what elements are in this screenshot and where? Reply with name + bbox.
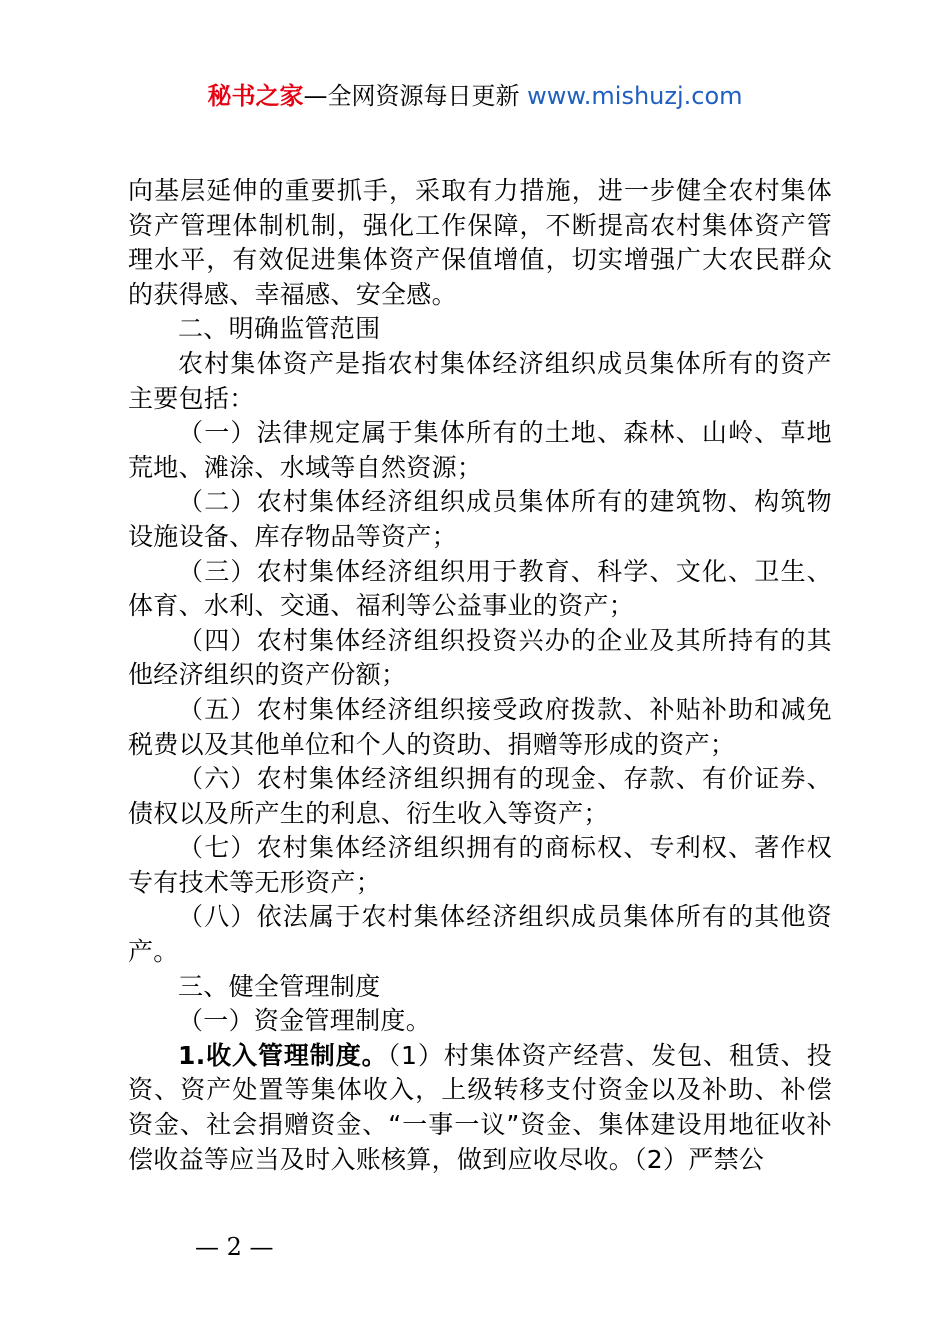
list-item-1: （一）法律规定属于集体所有的土地、森林、山岭、草地荒地、滩涂、水域等自然资源； xyxy=(128,418,832,482)
list-item-5: （五）农村集体经济组织接受政府拨款、补贴补助和减免税费以及其他单位和个人的资助、捐赠等形成的资产； xyxy=(128,694,832,759)
income-management-lead: 1.收入管理制度。 xyxy=(178,1040,388,1070)
section-heading-2: 二、明确监管范围 xyxy=(178,314,381,344)
page-number: — 2 — xyxy=(195,1233,274,1261)
list-item-2: （二）农村集体经济组织成员集体所有的建筑物、构筑物设施设备、库存物品等资产； xyxy=(128,487,832,551)
header-tagline: —全网资源每日更新 xyxy=(303,82,520,110)
section-heading-3: 三、健全管理制度 xyxy=(178,971,381,1001)
list-item-8: （八）依法属于农村集体经济组织成员集体所有的其他资产。 xyxy=(128,902,832,967)
list-item-4: （四）农村集体经济组织投资兴办的企业及其所持有的其他经济组织的资产份额； xyxy=(128,625,832,690)
subsection-heading-1: （一）资金管理制度。 xyxy=(178,1006,432,1036)
paragraph-scope-intro: 农村集体资产是指农村集体经济组织成员集体所有的资产主要包括： xyxy=(128,348,832,413)
income-management-text: （1）村集体资产经营、发包、租赁、投资、资产处置等集体收入，上级转移支付资金以及补助、补偿资金、社会捐赠资金、“一事一议”资金、集体建设用地征收补偿收益等应当及时入账核算，做到应收尽收。（2）严禁公 xyxy=(128,1040,833,1174)
paragraph-income-management xyxy=(128,1039,832,1177)
list-item-3: （三）农村集体经济组织用于教育、科学、文化、卫生、体育、水利、交通、福利等公益事业的资产； xyxy=(128,556,832,621)
brand-name: 秘书之家 xyxy=(207,82,304,110)
list-item-7: （七）农村集体经济组织拥有的商标权、专利权、著作权专有技术等无形资产； xyxy=(128,833,832,897)
site-header xyxy=(0,80,950,112)
document-body xyxy=(128,174,832,1177)
list-item-6: （六）农村集体经济组织拥有的现金、存款、有价证券、债权以及所产生的利息、衍生收入等资产； xyxy=(128,764,832,828)
site-url-link[interactable]: www.mishuzj.com xyxy=(527,82,743,110)
paragraph-continuation: 向基层延伸的重要抓手，采取有力措施，进一步健全农村集体资产管理体制机制，强化工作保障，不断提高农村集体资产管理水平，有效促进集体资产保值增值，切实增强广大农民群众的获得感、幸福感、安全感。 xyxy=(128,176,832,309)
